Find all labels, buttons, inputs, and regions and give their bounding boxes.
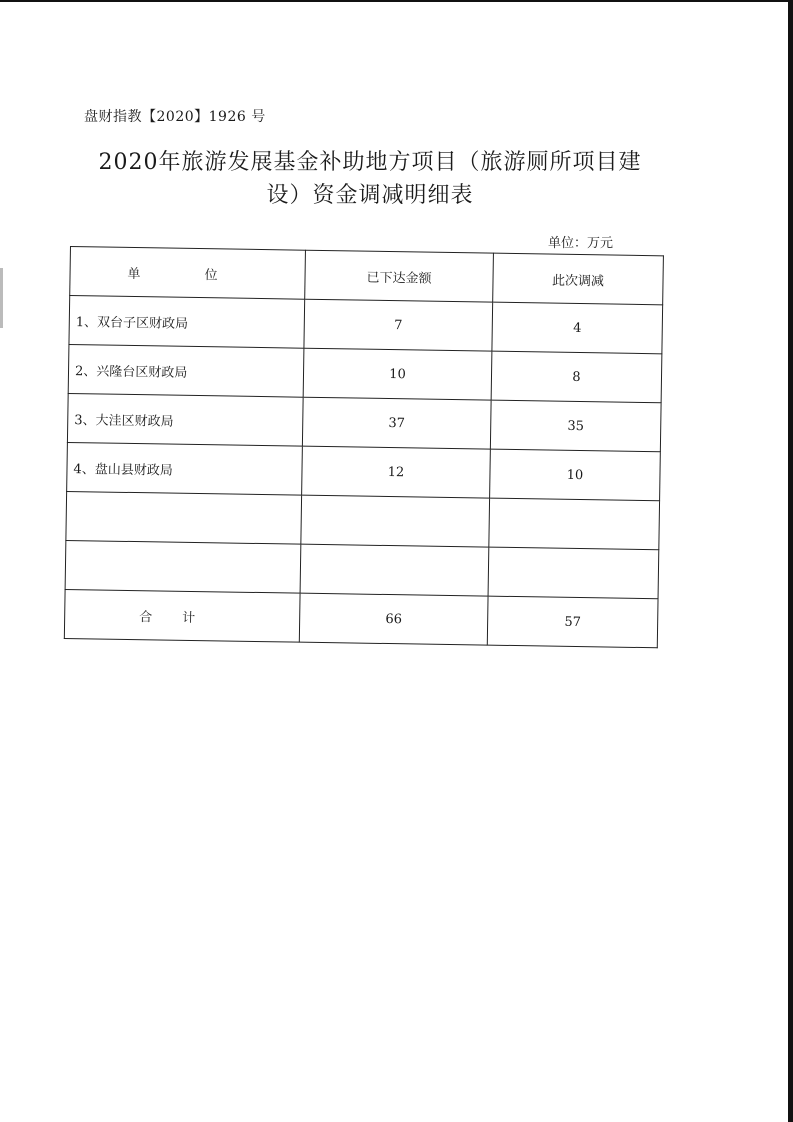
cell-issued: 7 (304, 299, 493, 351)
header-reduction: 此次调减 (493, 253, 664, 305)
cell-issued: 12 (302, 446, 491, 498)
cell-unit: 3、大洼区财政局 (67, 393, 303, 446)
total-issued: 66 (299, 593, 488, 645)
cell-issued: 10 (303, 348, 492, 400)
cell-unit: 4、盘山县财政局 (67, 442, 303, 495)
total-label: 合计 (64, 589, 300, 642)
table-total-row (64, 589, 658, 647)
cell-issued: 37 (302, 397, 491, 449)
document-number: 盘财指教【2020】1926 号 (84, 109, 266, 125)
document-title: 2020年旅游发展基金补助地方项目（旅游厕所项目建设）资金调减明细表 (98, 150, 642, 208)
cell-reduced: 4 (492, 302, 663, 354)
funding-reduction-table (64, 246, 664, 648)
cell-reduced: 10 (490, 449, 661, 501)
header-unit: 单 位 (70, 247, 306, 300)
cell-issued (300, 544, 489, 596)
cell-reduced (489, 498, 660, 550)
scan-right-edge (786, 0, 793, 1122)
cell-reduced (488, 547, 659, 599)
total-reduced: 57 (487, 596, 658, 648)
scan-left-mark (0, 268, 3, 328)
cell-unit (66, 491, 302, 544)
cell-reduced: 35 (490, 400, 661, 452)
header-issued-amount: 已下达金额 (305, 250, 494, 302)
cell-issued (301, 495, 490, 547)
cell-reduced: 8 (491, 351, 662, 403)
funding-table-container (64, 246, 664, 648)
cell-unit: 1、双台子区财政局 (69, 296, 305, 349)
cell-unit (65, 540, 301, 593)
unit-label: 单位：万元 (548, 236, 614, 251)
scan-top-edge (0, 0, 793, 8)
cell-unit: 2、兴隆台区财政局 (68, 344, 304, 397)
